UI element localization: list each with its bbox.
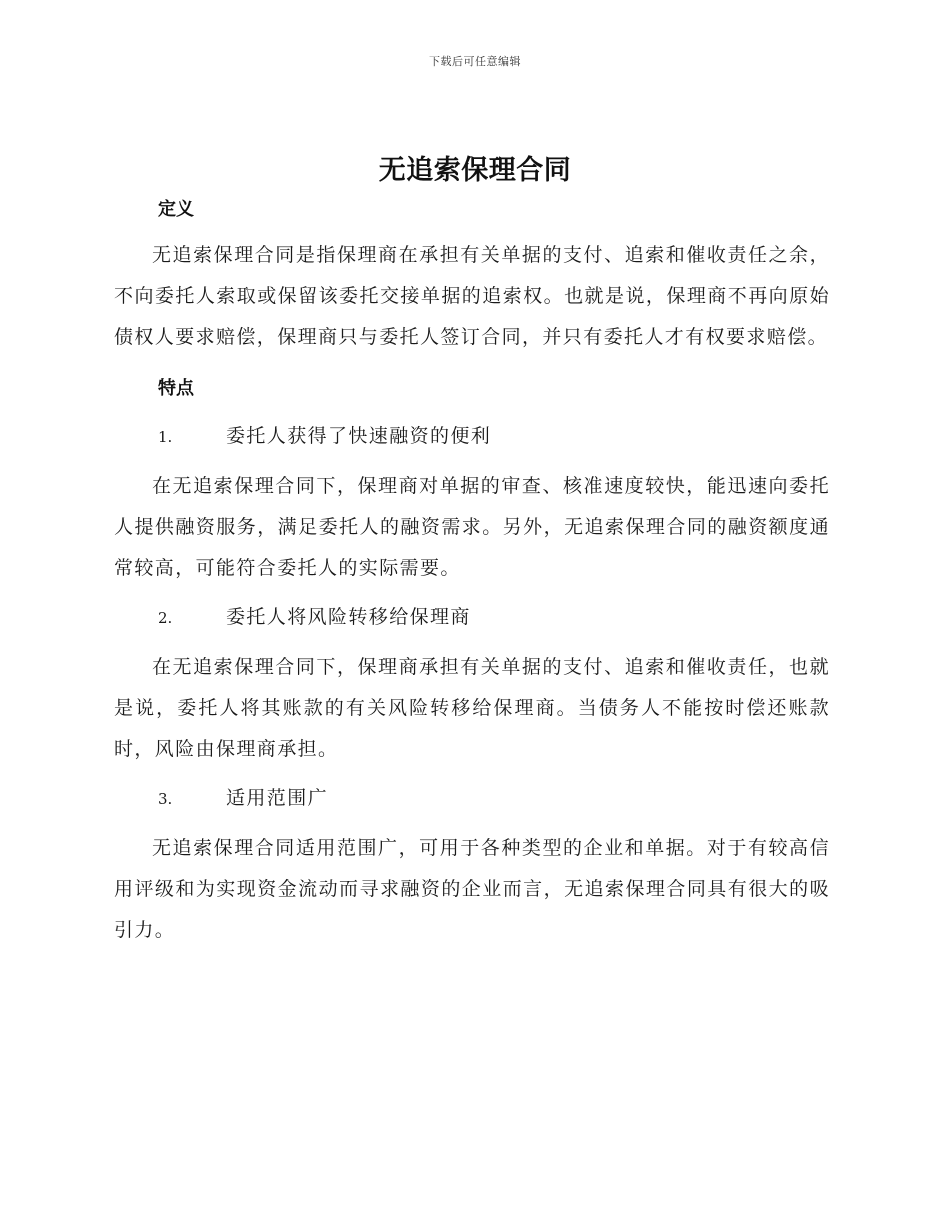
document-body xyxy=(114,193,830,951)
feature-item-2 xyxy=(114,597,830,639)
definition-paragraph: 无追索保理合同是指保理商在承担有关单据的支付、追索和催收责任之余，不向委托人索取或保留该委托交接单据的追索权。也就是说，保理商不再向原始债权人要求赔偿，保理商只与委托人签订合同，并只有委托人才有权要求赔偿。 xyxy=(114,244,830,348)
feature-paragraph: 在无追索保理合同下，保理商承担有关单据的支付、追索和催收责任，也就是说，委托人将其账款的有关风险转移给保理商。当债务人不能按时偿还账款时，风险由保理商承担。 xyxy=(114,656,830,760)
feature-item-3 xyxy=(114,778,830,820)
feature-number: 1. xyxy=(158,428,173,446)
feature-paragraph: 无追索保理合同适用范围广，可用于各种类型的企业和单据。对于有较高信用评级和为实现资金流动而寻求融资的企业而言，无追索保理合同具有很大的吸引力。 xyxy=(114,837,830,941)
feature-item-1 xyxy=(114,416,830,458)
feature-title: 委托人将风险转移给保理商 xyxy=(226,606,471,628)
section-heading-features: 特点 xyxy=(158,378,194,399)
section-heading-definition: 定义 xyxy=(158,199,194,220)
feature-number: 2. xyxy=(158,609,173,627)
feature-title: 适用范围广 xyxy=(226,787,329,809)
feature-number: 3. xyxy=(158,790,173,808)
feature-title: 委托人获得了快速融资的便利 xyxy=(226,425,492,447)
page-header-note: 下载后可任意编辑 xyxy=(429,55,521,68)
feature-paragraph: 在无追索保理合同下，保理商对单据的审查、核准速度较快，能迅速向委托人提供融资服务，满足委托人的融资需求。另外，无追索保理合同的融资额度通常较高，可能符合委托人的实际需要。 xyxy=(114,475,830,579)
document-title: 无追索保理合同 xyxy=(378,155,572,186)
